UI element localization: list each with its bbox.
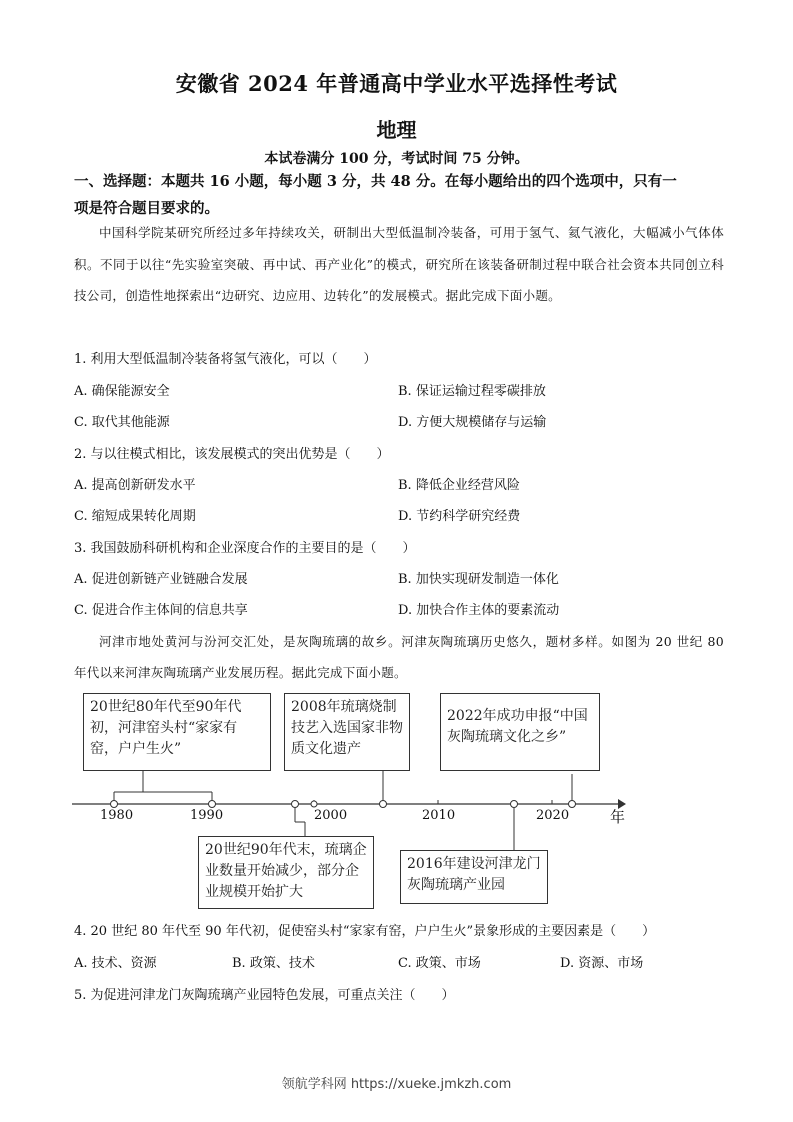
- q3-option-b: B. 加快实现研发制造一体化: [398, 572, 559, 587]
- event-box-2022: 2022年成功申报“中国灰陶琉璃文化之乡”: [440, 693, 600, 771]
- event-box-2008: 2008年琉璃烧制技艺入选国家非物质文化遗产: [284, 693, 410, 771]
- exam-title: 安徽省 2024 年普通高中学业水平选择性考试: [175, 71, 618, 96]
- q4-option-b: B. 政策、技术: [232, 956, 315, 971]
- section-heading: [74, 168, 724, 222]
- tick-1990: 1990: [190, 808, 224, 823]
- axis-unit-year: 年: [610, 808, 626, 826]
- q3-option-d: D. 加快合作主体的要素流动: [398, 603, 560, 618]
- event-box-1980s: 20世纪80年代至90年代初，河津窑头村“家家有窑，户户生火”: [83, 693, 271, 771]
- subject-title: 地理: [376, 118, 417, 142]
- q2-option-d: D. 节约科学研究经费: [398, 509, 521, 524]
- question-5-stem: 5. 为促进河津龙门灰陶琉璃产业园特色发展，可重点关注（ ）: [74, 988, 455, 1003]
- q1-option-b: B. 保证运输过程零碳排放: [398, 384, 546, 399]
- passage-2: 河津市地处黄河与汾河交汇处，是灰陶琉璃的故乡。河津灰陶琉璃历史悠久，题材多样。如图为 20 世纪 80 年代以来河津灰陶琉璃产业发展历程。据此完成下面小题。: [74, 634, 724, 680]
- q4-option-d: D. 资源、市场: [560, 956, 644, 971]
- passage-1: 中国科学院某研究所经过多年持续攻关，研制出大型低温制冷装备，可用于氢气、氦气液化，大幅减小气体体积。不同于以往“先实验室突破、再中试、再产业化”的模式，研究所在该装备研制过程中联合社会资本共同创立科技公司，创造性地探索出“边研究、边应用、边转化”的发展模式。据此完成下面小题。: [74, 225, 724, 303]
- tick-2010: 2010: [422, 808, 456, 823]
- footer-watermark: 领航学科网 https://xueke.jmkzh.com: [281, 1077, 512, 1092]
- q4-option-a: A. 技术、资源: [74, 956, 157, 971]
- q1-option-a: A. 确保能源安全: [74, 384, 170, 399]
- tick-2000: 2000: [314, 808, 348, 823]
- q3-option-a: A. 促进创新链产业链融合发展: [74, 572, 248, 587]
- q1-option-c: C. 取代其他能源: [74, 415, 170, 430]
- q2-option-a: A. 提高创新研发水平: [74, 478, 196, 493]
- question-2-stem: 2. 与以往模式相比，该发展模式的突出优势是（ ）: [74, 447, 390, 462]
- q1-option-d: D. 方便大规模储存与运输: [398, 415, 547, 430]
- question-3-stem: 3. 我国鼓励科研机构和企业深度合作的主要目的是（ ）: [74, 541, 416, 556]
- question-1-stem: 1. 利用大型低温制冷装备将氢气液化，可以（ ）: [74, 352, 377, 367]
- q4-option-c: C. 政策、市场: [398, 956, 481, 971]
- event-box-2016: 2016年建设河津龙门灰陶琉璃产业园: [400, 850, 548, 904]
- tick-2020: 2020: [536, 808, 570, 823]
- question-4-stem: 4. 20 世纪 80 年代至 90 年代初，促使窑头村“家家有窑，户户生火”景象形成的主要因素是（ ）: [74, 924, 656, 939]
- section-heading-line1: 一、选择题：本题共 16 小题，每小题 3 分，共 48 分。在每小题给出的四个选项中，只有一: [74, 173, 677, 190]
- q3-option-c: C. 促进合作主体间的信息共享: [74, 603, 248, 618]
- event-box-1990s-end: 20世纪90年代末，琉璃企业数量开始减少，部分企业规模开始扩大: [198, 836, 374, 909]
- tick-1980: 1980: [100, 808, 134, 823]
- q2-option-c: C. 缩短成果转化周期: [74, 509, 196, 524]
- exam-info: 本试卷满分 100 分，考试时间 75 分钟。: [264, 151, 529, 167]
- timeline-diagram: [70, 688, 640, 908]
- q2-option-b: B. 降低企业经营风险: [398, 478, 520, 493]
- section-heading-line2: 项是符合题目要求的。: [74, 200, 219, 217]
